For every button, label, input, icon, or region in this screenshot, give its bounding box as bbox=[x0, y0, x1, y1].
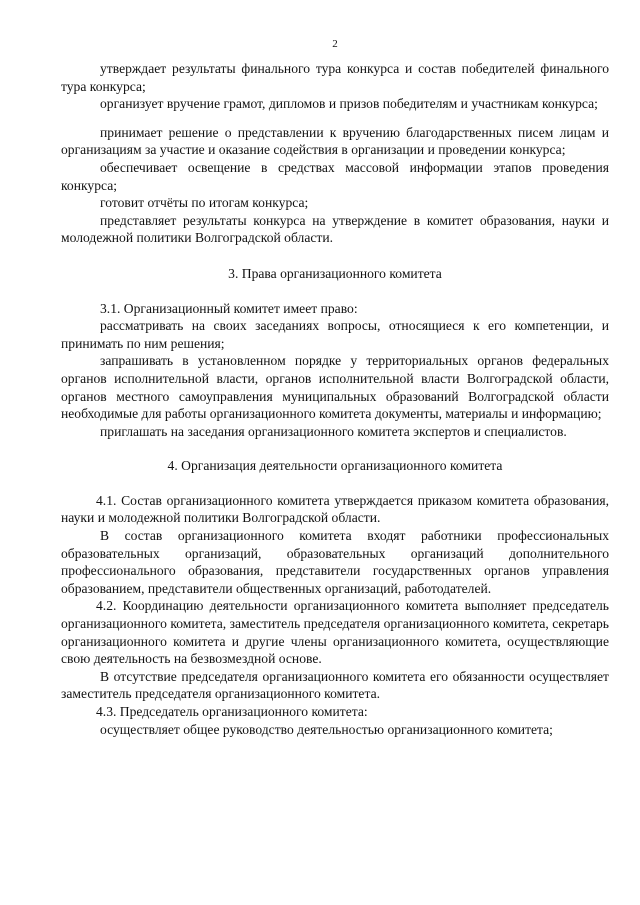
paragraph: рассматривать на своих заседаниях вопросы, относящиеся к его компетенции, и принимать по ним решения; bbox=[61, 318, 609, 351]
paragraph: 4.1. Состав организационного комитета утверждается приказом комитета образования, науки и молодежной политики Волгоградской области. bbox=[61, 492, 609, 526]
paragraph: осуществляет общее руководство деятельностью организационного комитета; bbox=[100, 721, 553, 737]
paragraph: принимает решение о представлении к вручению благодарственных писем лицам и организациям за участие и оказание содействия в организации и проведении конкурса; bbox=[61, 124, 609, 158]
paragraph: В отсутствие председателя организационного комитета его обязанности осуществляет заместитель председателя организационного комитета. bbox=[61, 668, 609, 702]
paragraph: организует вручение грамот, дипломов и призов победителям и участникам конкурса; bbox=[100, 96, 598, 112]
paragraph: утверждает результаты финального тура конкурса и состав победителей финального тура конкурса; bbox=[61, 61, 609, 94]
section-heading: 3. Права организационного комитета bbox=[228, 265, 442, 281]
paragraph: приглашать на заседания организационного комитета экспертов и специалистов. bbox=[100, 423, 567, 439]
paragraph: готовит отчёты по итогам конкурса; bbox=[100, 195, 309, 211]
document-body bbox=[61, 60, 609, 738]
paragraph: представляет результаты конкурса на утверждение в комитет образования, науки и молодежной политики Волгоградской области. bbox=[61, 212, 609, 246]
paragraph: обеспечивает освещение в средствах массовой информации этапов проведения конкурса; bbox=[61, 159, 609, 193]
paragraph: 3.1. Организационный комитет имеет право: bbox=[100, 300, 358, 316]
paragraph: 4.3. Председатель организационного комитета: bbox=[96, 704, 368, 719]
section-heading: 4. Организация деятельности организационного комитета bbox=[167, 458, 503, 474]
page-number: 2 bbox=[332, 38, 338, 50]
paragraph: 4.2. Координацию деятельности организационного комитета выполняет председатель организационного комитета, заместитель председателя организационного комитета, секретарь организационного комитета и другие члены организационного комитета, осуществляющие свою деятельность на безвозмездной основе. bbox=[61, 598, 609, 667]
paragraph: В состав организационного комитета входят работники профессиональных образовательных организаций, образовательных организаций дополнительного профессионального образования, представители государственных органов управления образованием, представители общественных организаций, работодателей. bbox=[61, 528, 609, 596]
paragraph: запрашивать в установленном порядке у территориальных органов федеральных органов исполнительной власти, органов исполнительной власти Волгоградской области, органов местного самоуправления муниципальных образований Волгоградской области необходимые для работы организационного комитета документы, материалы и информацию; bbox=[61, 353, 609, 422]
